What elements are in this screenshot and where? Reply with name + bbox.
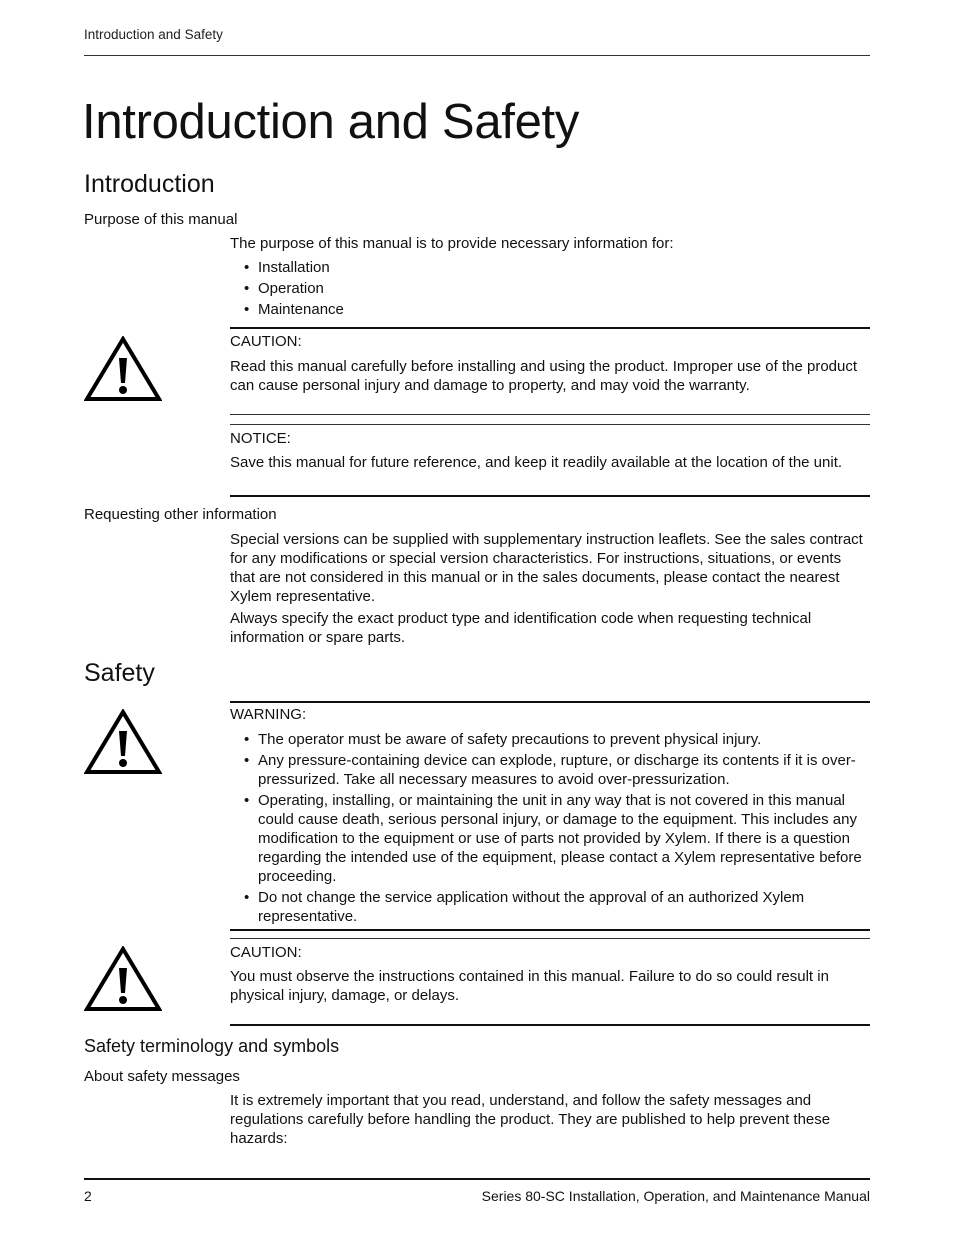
safety-heading: Safety: [84, 659, 155, 687]
notice-top-rule: [230, 424, 870, 425]
warning-triangle-icon: [84, 336, 162, 402]
purpose-heading: Purpose of this manual: [84, 211, 238, 228]
list-item: • The operator must be aware of safety precautions to prevent physical injury.: [244, 730, 866, 749]
warning-triangle-icon: [84, 946, 162, 1012]
list-item: • Operation: [244, 279, 866, 298]
caution-bottom-rule: [230, 1024, 870, 1026]
warning-label: WARNING:: [230, 706, 307, 723]
about-messages-text: It is extremely important that you read, understand, and follow the safety messages and regulations carefully before handling the product. They are published to help prevent these hazards:: [230, 1092, 831, 1147]
chapter-title: Introduction and Safety: [82, 95, 580, 149]
header-rule: [84, 55, 870, 56]
caution-top-rule: [230, 327, 870, 329]
footer-rule: [84, 1178, 870, 1180]
caution-label: CAUTION:: [230, 944, 302, 961]
warning-top-rule: [230, 701, 870, 703]
notice-label: NOTICE:: [230, 430, 291, 447]
warning-triangle-icon: [84, 709, 162, 775]
list-item: • Any pressure-containing device can explode, rupture, or discharge its contents if it is over-pressurized. Take all necessary measures to avoid over-pressurization.: [244, 751, 866, 789]
caution-bottom-rule: [230, 414, 870, 415]
purpose-list: [244, 258, 866, 321]
about-messages-heading: About safety messages: [84, 1068, 240, 1085]
running-header: Introduction and Safety: [84, 27, 223, 42]
requesting-paragraph: Special versions can be supplied with supplementary instruction leaflets. See the sales contract for any modifications or special version characteristics. For instructions, situations, or events that are not considered in this manual or in the sales documents, please contact the nearest Xylem representative.: [230, 531, 863, 605]
requesting-paragraph: Always specify the exact product type and identification code when requesting technical information or spare parts.: [230, 610, 812, 646]
warning-list: [244, 730, 866, 928]
list-item: • Maintenance: [244, 300, 866, 319]
warning-bottom-rule: [230, 929, 870, 931]
notice-bottom-rule: [230, 495, 870, 497]
footer-manual-title: Series 80-SC Installation, Operation, and Maintenance Manual: [481, 1188, 870, 1204]
requesting-heading: Requesting other information: [84, 506, 277, 523]
caution-text: Read this manual carefully before installing and using the product. Improper use of the product can cause personal injury and damage to property, and may void the warranty.: [230, 358, 858, 394]
caution-text: You must observe the instructions contained in this manual. Failure to do so could result in physical injury, damage, or delays.: [230, 968, 829, 1004]
caution-label: CAUTION:: [230, 333, 302, 350]
purpose-text: The purpose of this manual is to provide necessary information for:: [230, 235, 674, 252]
list-item: • Installation: [244, 258, 866, 277]
list-item: • Operating, installing, or maintaining the unit in any way that is not covered in this manual could cause death, serious personal injury, or damage to the equipment. This includes any modification to the equipment or use of parts not provided by Xylem. If there is a question regarding the intended use of the equipment, please contact a Xylem representative before proceeding.: [244, 791, 866, 886]
list-item: • Do not change the service application without the approval of an authorized Xylem representative.: [244, 888, 866, 926]
introduction-heading: Introduction: [84, 170, 215, 198]
caution-top-rule: [230, 938, 870, 939]
page-number: 2: [84, 1188, 92, 1204]
notice-text: Save this manual for future reference, and keep it readily available at the location of the unit.: [230, 454, 843, 471]
terminology-heading: Safety terminology and symbols: [84, 1036, 340, 1056]
